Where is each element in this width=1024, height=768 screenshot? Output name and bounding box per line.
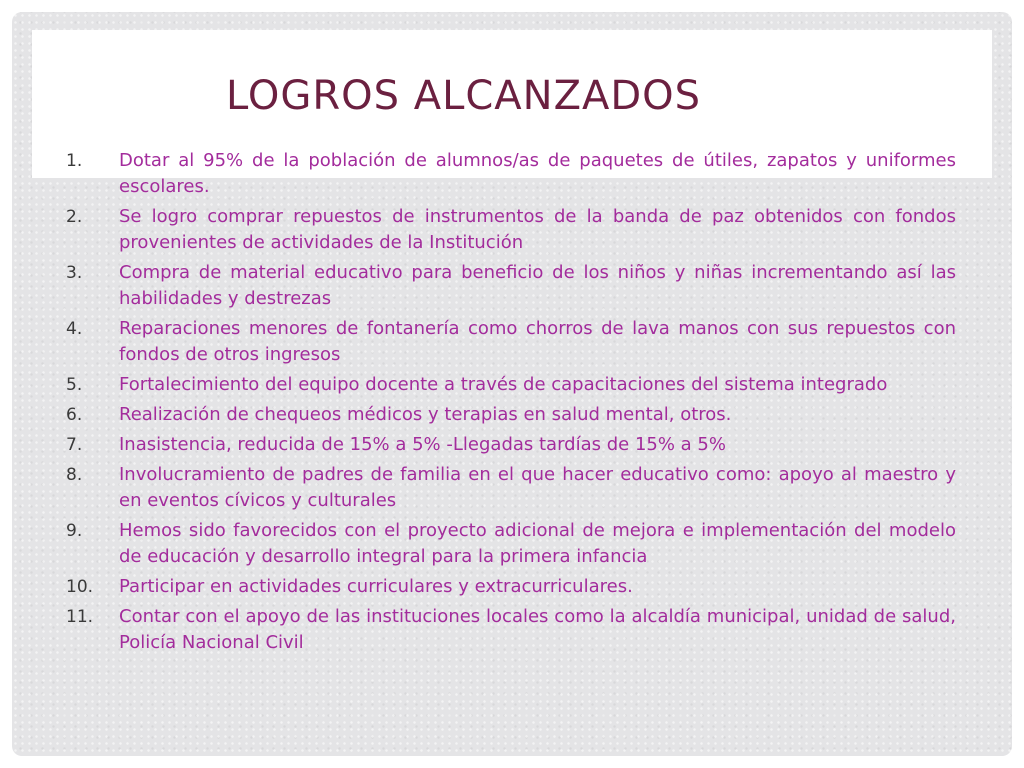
list-item-text: Participar en actividades curriculares y extracurriculares. xyxy=(119,576,633,597)
list-item xyxy=(66,604,956,656)
list-item-text: Involucramiento de padres de familia en el que hacer educativo como: apoyo al maestro y en eventos cívicos y culturales xyxy=(119,464,956,511)
list-item-number: 7. xyxy=(66,435,83,455)
list-item xyxy=(66,204,956,256)
list-item xyxy=(66,148,956,200)
list-item xyxy=(66,402,956,428)
list-item-number: 4. xyxy=(66,319,83,339)
list-item-number: 9. xyxy=(66,521,83,541)
list-item xyxy=(66,372,956,398)
list-item xyxy=(66,260,956,312)
list-item-number: 3. xyxy=(66,263,83,283)
list-item-text: Fortalecimiento del equipo docente a través de capacitaciones del sistema integrado xyxy=(119,374,888,395)
list-item-text: Se logro comprar repuestos de instrumentos de la banda de paz obtenidos con fondos provenientes de actividades de la Institución xyxy=(119,206,956,253)
list-item-text: Reparaciones menores de fontanería como chorros de lava manos con sus repuestos con fondos de otros ingresos xyxy=(119,318,956,365)
list-item-text: Compra de material educativo para beneficio de los niños y niñas incrementando así las habilidades y destrezas xyxy=(119,262,956,309)
list-item-number: 6. xyxy=(66,405,83,425)
list-item-number: 5. xyxy=(66,375,83,395)
list-item xyxy=(66,574,956,600)
list-item-number: 8. xyxy=(66,465,83,485)
list-item xyxy=(66,316,956,368)
list-item-number: 2. xyxy=(66,207,83,227)
list-item-text: Dotar al 95% de la población de alumnos/as de paquetes de útiles, zapatos y uniformes escolares. xyxy=(119,150,956,197)
list-item-number: 11. xyxy=(66,607,94,627)
list-item-text: Contar con el apoyo de las instituciones locales como la alcaldía municipal, unidad de salud, Policía Nacional Civil xyxy=(119,606,956,653)
list-item-text: Hemos sido favorecidos con el proyecto adicional de mejora e implementación del modelo de educación y desarrollo integral para la primera infancia xyxy=(119,520,956,567)
achievements-list xyxy=(66,148,956,660)
list-item xyxy=(66,432,956,458)
list-item xyxy=(66,518,956,570)
list-item xyxy=(66,462,956,514)
list-item-number: 10. xyxy=(66,577,94,597)
list-item-text: Realización de chequeos médicos y terapias en salud mental, otros. xyxy=(119,404,732,425)
list-item-text: Inasistencia, reducida de 15% a 5% -Llegadas tardías de 15% a 5% xyxy=(119,434,726,455)
slide-title: LOGROS ALCANZADOS xyxy=(226,73,702,119)
list-item-number: 1. xyxy=(66,151,83,171)
